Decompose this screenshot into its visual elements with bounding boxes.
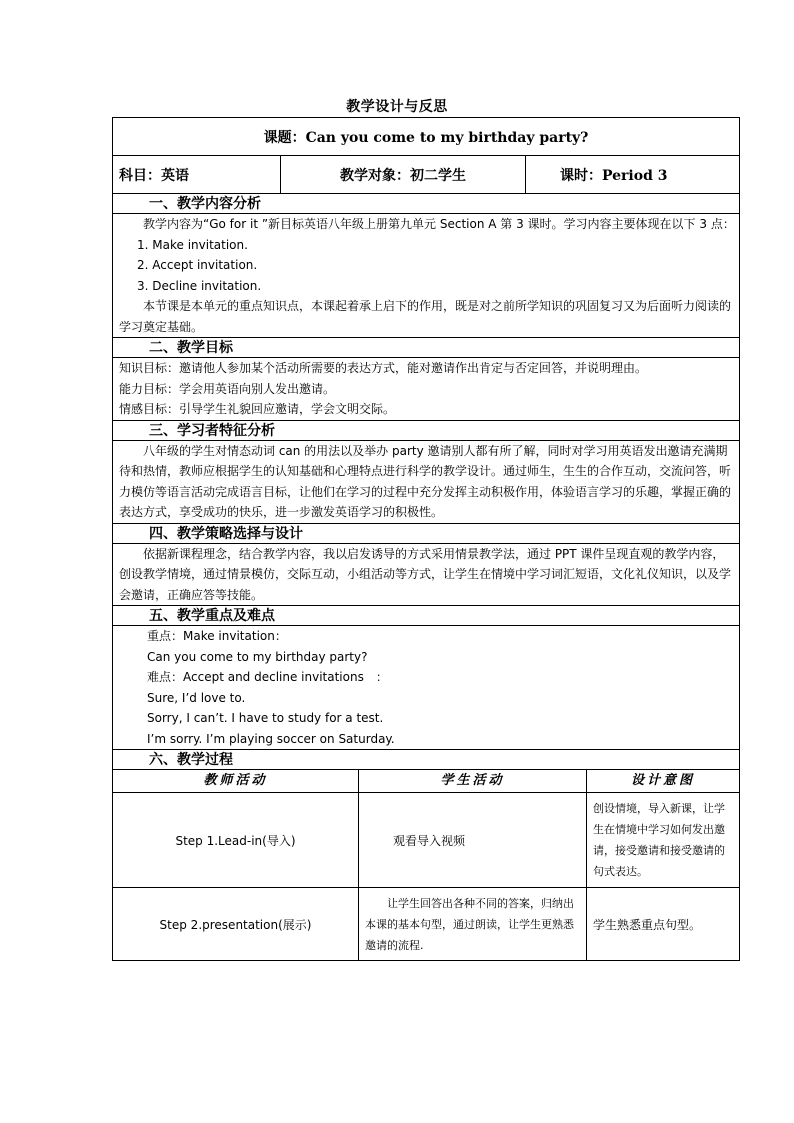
key-point-line: Sure, I’d love to. (147, 690, 246, 705)
table-row (112, 792, 740, 887)
key-point-line: Sorry, I can’t. I have to study for a test. (147, 711, 384, 725)
strategy-text: 依据新课程理念，结合教学内容，我以启发诱导的方式采用情景教学法，通过 PPT 课件呈现直观的教学内容，创设教学情境，通过情景模仿，交际互动，小组活动等方式，让学生在情境中学习词汇短语，文化礼仪知识，以及学会邀请，正确应答等技能。 (119, 546, 732, 602)
student-activity: 让学生回答出各种不同的答案，归纳出本课的基本句型，通过朗读，让学生更熟悉邀请的流程. (359, 888, 587, 960)
col-header-student: 学生活动 (359, 770, 587, 792)
ability-goal: 能力目标：学会用英语向别人发出邀请。 (119, 381, 336, 396)
table-row (112, 887, 740, 961)
section-heading-learners: 三、学习者特征分析 (112, 420, 740, 440)
meta-row (112, 155, 740, 193)
teacher-activity: Step 1.Lead-in(导入) (113, 793, 359, 887)
content-analysis-closing: 本节课是本单元的重点知识点，本课起着承上启下的作用，既是对之前所学知识的巩固复习又为后面听力阅读的学习奠定基础。 (119, 299, 732, 334)
student-activity: 观看导入视频 (359, 793, 587, 887)
content-analysis-intro: 教学内容为“Go for it ”新目标英语八年级上册第九单元 Section A 第 3 课时。学习内容主要体现在以下 3 点： (143, 217, 735, 231)
content-item: 1. Make invitation. (137, 237, 248, 252)
goals-body (112, 357, 740, 420)
section-heading-strategy: 四、教学策略选择与设计 (112, 523, 740, 543)
emotion-goal: 情感目标：引导学生礼貌回应邀请，学会文明交际。 (119, 402, 396, 416)
content-item: 2. Accept invitation. (137, 258, 258, 272)
section-heading-process: 六、教学过程 (112, 749, 740, 769)
key-point-line: Can you come to my birthday party? (147, 649, 368, 664)
period-cell: 课时：Period 3 (560, 167, 668, 184)
section-heading-key-points: 五、教学重点及难点 (112, 605, 740, 625)
subject-cell: 科目：英语 (113, 156, 281, 193)
section-heading-goals: 二、教学目标 (112, 337, 740, 357)
lesson-title: 课题：Can you come to my birthday party? (112, 117, 740, 155)
strategy-body (112, 543, 740, 606)
learners-text: 八年级的学生对情态动词 can 的用法以及举办 party 邀请别人都有所了解，同时对学习用英语发出邀请充满期待和热情，教师应根据学生的认知基础和心理特点进行科学的教学设计。通过师生，生生的合作互动，交流问答，听力模仿等语言活动完成语言目标，让他们在学习的过程中充分发挥主动积极作用，体验语言学习的乐趣，掌握正确的表达方式，享受成功的快乐，进一步激发英语学习的积极性。 (119, 443, 732, 519)
key-point-line: 难点：Accept and decline invitations ： (147, 670, 388, 684)
col-header-intent: 设计意图 (630, 773, 695, 788)
key-point-line: 重点：Make invitation： (147, 629, 287, 643)
key-points-body (112, 625, 740, 749)
section-heading-content-analysis: 一、教学内容分析 (112, 193, 740, 213)
design-intent: 创设情境，导入新课，让学生在情境中学习如何发出邀请，接受邀请和接受邀请的句式表达。 (593, 802, 725, 878)
content-item: 3. Decline invitation. (137, 278, 262, 293)
learners-body (112, 440, 740, 523)
process-header-row (112, 769, 740, 792)
design-intent: 学生熟悉重点句型。 (593, 917, 702, 932)
content-analysis-body (112, 213, 740, 337)
knowledge-goal: 知识目标：邀请他人参加某个活动所需要的表达方式，能对邀请作出肯定与否定回答，并说明理由。 (119, 361, 648, 375)
key-point-line: I’m sorry. I’m playing soccer on Saturday. (147, 731, 395, 746)
document-title: 教学设计与反思 (346, 99, 448, 115)
col-header-teacher: 教师活动 (113, 770, 359, 792)
lesson-plan-table (112, 117, 740, 961)
audience-cell: 教学对象：初二学生 (281, 156, 526, 193)
teacher-activity: Step 2.presentation(展示) (113, 888, 359, 960)
